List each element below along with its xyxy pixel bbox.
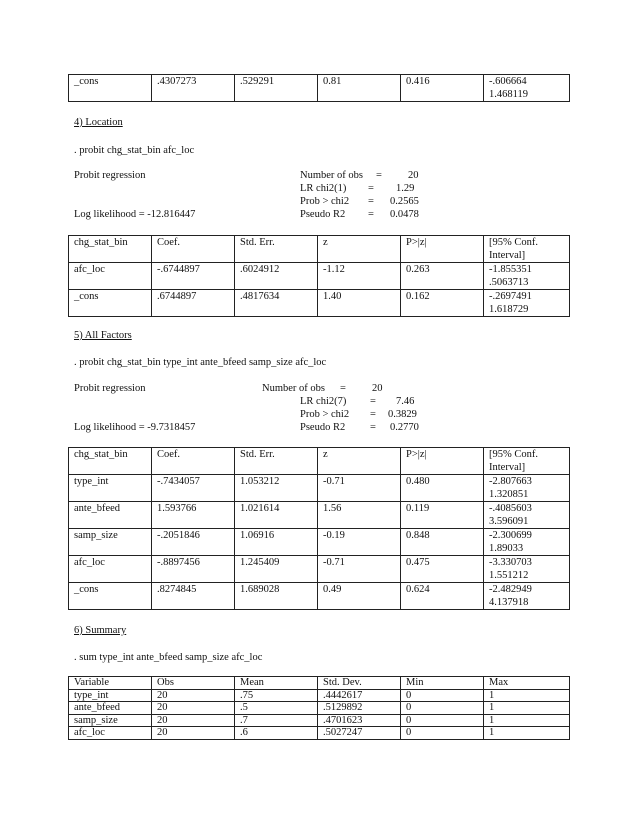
stat-eq: =	[368, 183, 374, 194]
table-cell: .529291	[235, 75, 318, 102]
table-cell: -0.71	[318, 475, 401, 502]
stat-label: Number of obs	[262, 383, 325, 394]
table-cell: -.4085603 3.596091	[484, 502, 570, 529]
table-row	[69, 702, 570, 715]
table-cell: 0.624	[401, 583, 484, 610]
table-cell: .6744897	[152, 290, 235, 317]
table-cell: 20	[152, 689, 235, 702]
table-cell: ante_bfeed	[69, 702, 152, 715]
table-cell: _cons	[69, 290, 152, 317]
table-cell: .4701623	[318, 714, 401, 727]
table-cell: -0.71	[318, 556, 401, 583]
table-cell: 1	[484, 702, 570, 715]
section-heading-location: 4) Location	[74, 117, 123, 128]
table-cell: .8274845	[152, 583, 235, 610]
table-row	[69, 727, 570, 740]
model-name: Probit regression	[74, 383, 146, 394]
section-heading-summary: 6) Summary	[74, 625, 127, 636]
table-cell: 20	[152, 727, 235, 740]
table-cell: -.6744897	[152, 263, 235, 290]
table-cell: 1.593766	[152, 502, 235, 529]
stat-value: 0.3829	[388, 409, 417, 420]
stat-label: LR chi2(7)	[300, 396, 347, 407]
table-cell: 1.245409	[235, 556, 318, 583]
table-row	[69, 529, 570, 556]
table-cell: .5129892	[318, 702, 401, 715]
table-header-row	[69, 236, 570, 263]
stat-value: 20	[408, 170, 419, 181]
log-likelihood: Log likelihood = -9.7318457	[74, 422, 196, 433]
table-cell: 0	[401, 714, 484, 727]
command-line: . sum type_int ante_bfeed samp_size afc_loc	[74, 652, 263, 663]
table-cell: .4442617	[318, 689, 401, 702]
stat-label: Pseudo R2	[300, 422, 346, 433]
table-cell: 1.689028	[235, 583, 318, 610]
table-cell: -.8897456	[152, 556, 235, 583]
table-cell: .75	[235, 689, 318, 702]
table-cell: type_int	[69, 689, 152, 702]
stat-value: 7.46	[396, 396, 415, 407]
table-cell: .4817634	[235, 290, 318, 317]
column-header: P>|z|	[401, 448, 484, 475]
column-header: Std. Err.	[235, 236, 318, 263]
location-results-table	[68, 235, 570, 317]
table-cell: 0.162	[401, 290, 484, 317]
stat-eq: =	[370, 409, 376, 420]
stat-eq: =	[376, 170, 382, 181]
column-header: Std. Err.	[235, 448, 318, 475]
stat-label: Prob > chi2	[300, 196, 350, 207]
table-header-row	[69, 448, 570, 475]
table-cell: .6024912	[235, 263, 318, 290]
log-likelihood: Log likelihood = -12.816447	[74, 209, 196, 220]
stat-eq: =	[340, 383, 346, 394]
table-cell: 1.06916	[235, 529, 318, 556]
table-header-row	[69, 677, 570, 690]
table-row	[69, 556, 570, 583]
table-cell: 0.480	[401, 475, 484, 502]
stat-value: 0.2770	[390, 422, 419, 433]
column-header: Coef.	[152, 236, 235, 263]
column-header: Min	[401, 677, 484, 690]
table-cell: afc_loc	[69, 263, 152, 290]
table-cell: afc_loc	[69, 556, 152, 583]
table-cell: afc_loc	[69, 727, 152, 740]
table-cell: 1	[484, 714, 570, 727]
table-row	[69, 263, 570, 290]
column-header: z	[318, 448, 401, 475]
table-cell: samp_size	[69, 529, 152, 556]
table-cell: type_int	[69, 475, 152, 502]
table-cell: -.7434057	[152, 475, 235, 502]
section-heading-all-factors: 5) All Factors	[74, 330, 132, 341]
table-cell: 1.40	[318, 290, 401, 317]
table-cell: 0.263	[401, 263, 484, 290]
table-row	[69, 75, 570, 102]
table-cell: -3.330703 1.551212	[484, 556, 570, 583]
table-cell: -0.19	[318, 529, 401, 556]
table-cell: 1.053212	[235, 475, 318, 502]
table-cell: -.2051846	[152, 529, 235, 556]
table-cell: 1.56	[318, 502, 401, 529]
stat-value: 20	[372, 383, 383, 394]
top-results-table	[68, 74, 570, 102]
column-header: Mean	[235, 677, 318, 690]
table-cell: 20	[152, 714, 235, 727]
table-cell: ante_bfeed	[69, 502, 152, 529]
column-header: z	[318, 236, 401, 263]
table-cell: 1	[484, 689, 570, 702]
table-cell: _cons	[69, 75, 152, 102]
summary-table	[68, 676, 570, 740]
command-line: . probit chg_stat_bin type_int ante_bfeed samp_size afc_loc	[74, 357, 327, 368]
table-row	[69, 689, 570, 702]
table-cell: 0.416	[401, 75, 484, 102]
column-header: Coef.	[152, 448, 235, 475]
column-header: Obs	[152, 677, 235, 690]
column-header: Variable	[69, 677, 152, 690]
table-cell: 0.81	[318, 75, 401, 102]
stat-label: Pseudo R2	[300, 209, 346, 220]
table-cell: -.606664 1.468119	[484, 75, 570, 102]
table-cell: -2.482949 4.137918	[484, 583, 570, 610]
table-cell: 1.021614	[235, 502, 318, 529]
table-cell: 0.49	[318, 583, 401, 610]
table-cell: samp_size	[69, 714, 152, 727]
stat-value: 0.2565	[390, 196, 419, 207]
table-cell: -1.12	[318, 263, 401, 290]
stat-value: 0.0478	[390, 209, 419, 220]
stat-value: 1.29	[396, 183, 415, 194]
column-header: P>|z|	[401, 236, 484, 263]
stat-label: Number of obs	[300, 170, 363, 181]
table-cell: 0.848	[401, 529, 484, 556]
table-cell: 0.475	[401, 556, 484, 583]
column-header: chg_stat_bin	[69, 236, 152, 263]
column-header: Std. Dev.	[318, 677, 401, 690]
table-cell: 1	[484, 727, 570, 740]
table-cell: 20	[152, 702, 235, 715]
table-cell: .7	[235, 714, 318, 727]
table-row	[69, 714, 570, 727]
table-cell: 0.119	[401, 502, 484, 529]
table-cell: -2.807663 1.320851	[484, 475, 570, 502]
table-cell: .6	[235, 727, 318, 740]
column-header: [95% Conf. Interval]	[484, 448, 570, 475]
table-cell: -2.300699 1.89033	[484, 529, 570, 556]
column-header: chg_stat_bin	[69, 448, 152, 475]
column-header: Max	[484, 677, 570, 690]
table-cell: -.2697491 1.618729	[484, 290, 570, 317]
model-name: Probit regression	[74, 170, 146, 181]
table-row	[69, 290, 570, 317]
stat-eq: =	[368, 209, 374, 220]
stat-eq: =	[370, 396, 376, 407]
stat-eq: =	[370, 422, 376, 433]
command-line: . probit chg_stat_bin afc_loc	[74, 145, 195, 156]
table-cell: 0	[401, 702, 484, 715]
all-factors-results-table	[68, 447, 570, 610]
table-row	[69, 502, 570, 529]
stat-eq: =	[368, 196, 374, 207]
stat-label: LR chi2(1)	[300, 183, 347, 194]
table-cell: .5027247	[318, 727, 401, 740]
table-cell: -1.855351 .5063713	[484, 263, 570, 290]
stat-label: Prob > chi2	[300, 409, 350, 420]
table-cell: 0	[401, 727, 484, 740]
column-header: [95% Conf. Interval]	[484, 236, 570, 263]
table-cell: .5	[235, 702, 318, 715]
table-cell: 0	[401, 689, 484, 702]
table-row	[69, 475, 570, 502]
table-row	[69, 583, 570, 610]
table-cell: .4307273	[152, 75, 235, 102]
table-cell: _cons	[69, 583, 152, 610]
